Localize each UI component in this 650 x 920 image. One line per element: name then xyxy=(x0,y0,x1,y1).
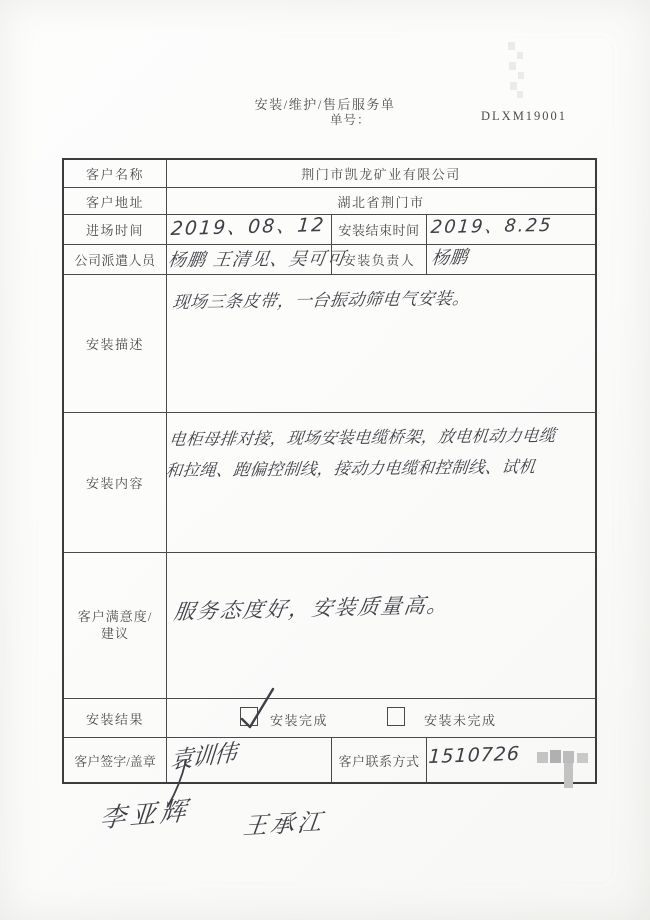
handwritten-dispatched-staff: 杨鹏 王清见、吴可可 xyxy=(166,248,348,272)
handwritten-customer-signature: 袁训伟 xyxy=(169,740,237,775)
order-number-value: DLXM19001 xyxy=(481,109,568,123)
install-result-cell xyxy=(167,699,595,738)
handwritten-entry-date: 2019、08、12 xyxy=(169,213,327,241)
install-incomplete-checkbox[interactable] xyxy=(387,707,405,726)
customer-name-label: 客户名称 xyxy=(64,160,167,188)
satisfaction-label-line1: 客户满意度/ xyxy=(77,609,153,625)
install-complete-label: 安装完成 xyxy=(270,713,329,728)
satisfaction-label-line2: 建议 xyxy=(100,625,129,641)
customer-address-value: 湖北省荆门市 xyxy=(167,188,595,215)
install-incomplete-label: 安装未完成 xyxy=(424,713,497,728)
install-desc-label: 安装描述 xyxy=(64,275,167,413)
satisfaction-cell xyxy=(167,553,595,699)
handwritten-install-content xyxy=(164,420,557,486)
handwritten-satisfaction: 服务态度好，安装质量高。 xyxy=(172,592,452,625)
satisfaction-label xyxy=(64,553,167,699)
customer-contact-label: 客户联系方式 xyxy=(332,738,427,782)
handwritten-footer-signature-1: 李亚辉 xyxy=(98,796,192,835)
handwritten-contact-phone: 1510726 xyxy=(427,742,521,769)
scan-artifact-watermark xyxy=(506,42,528,98)
customer-signature-label: 客户签字/盖章 xyxy=(64,738,167,782)
dispatched-staff-label: 公司派遣人员 xyxy=(64,245,167,275)
handwritten-install-leader: 杨鹏 xyxy=(430,246,469,270)
install-leader-label: 安装负责人 xyxy=(332,245,427,275)
handwritten-end-date: 2019、8.25 xyxy=(429,214,554,239)
form-title: 安装/维护/售后服务单 xyxy=(254,97,396,112)
customer-name-value: 荆门市凯龙矿业有限公司 xyxy=(167,160,595,188)
install-result-label: 安装结果 xyxy=(64,699,167,738)
handwritten-install-description: 现场三条皮带，一台振动筛电气安装。 xyxy=(171,288,471,314)
install-content-line1: 电柜母排对接，现场安装电缆桥架，放电机动力电缆 xyxy=(168,425,557,450)
customer-address-label: 客户地址 xyxy=(64,188,167,215)
install-content-label: 安装内容 xyxy=(64,413,167,553)
install-end-time-label: 安装结束时间 xyxy=(332,215,427,245)
install-content-line2: 和拉绳、跑偏控制线，接动力电缆和控制线、试机 xyxy=(164,457,537,481)
install-complete-checkbox[interactable] xyxy=(240,707,258,726)
order-number-label: 单号： xyxy=(330,113,371,127)
redacted-phone-digits xyxy=(537,750,593,790)
entry-time-label: 进场时间 xyxy=(64,215,167,245)
handwritten-footer-signature-2: 王承江 xyxy=(241,807,327,841)
